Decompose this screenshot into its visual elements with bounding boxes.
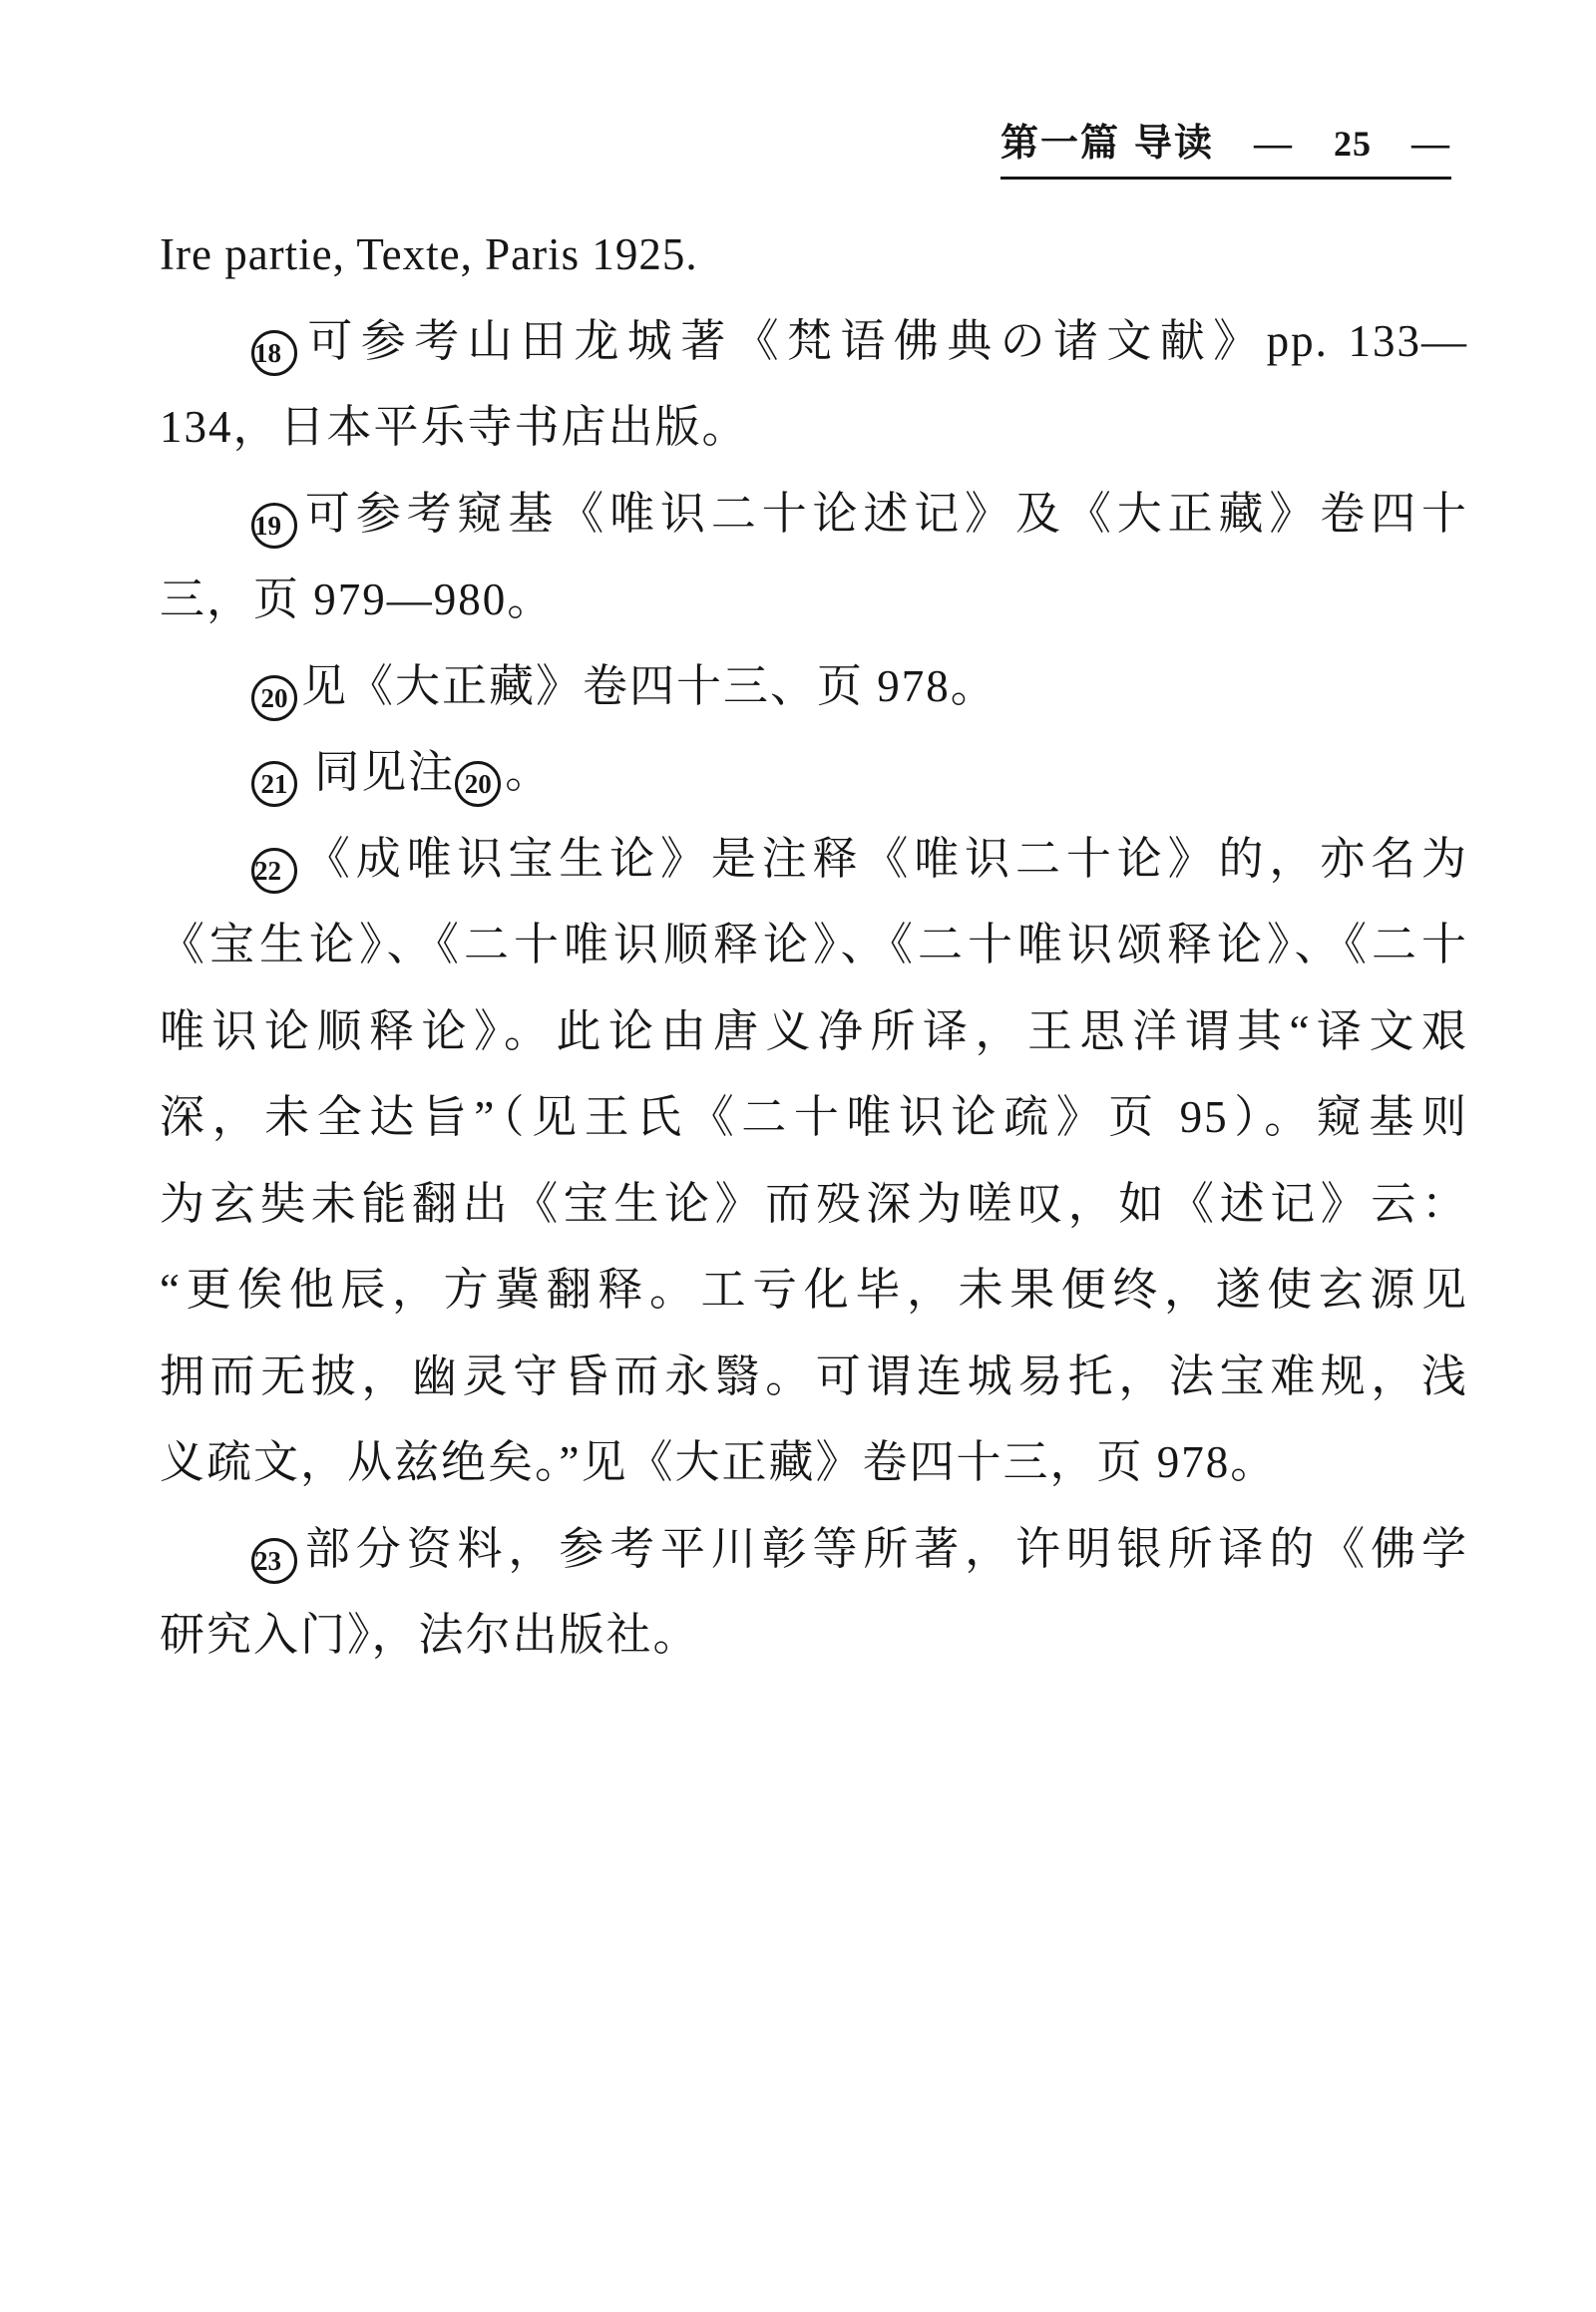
footnote-number-circle: 20 xyxy=(455,761,501,807)
text-line xyxy=(160,1506,1468,1593)
text-line xyxy=(160,471,1468,558)
text-line xyxy=(160,1592,1468,1679)
footnote-number-circle: 22 xyxy=(251,848,297,894)
text-line xyxy=(160,816,1468,903)
text-segment: 拥而无披，幽灵守昏而永翳。可谓连城易托，法宝难规，浅 xyxy=(160,1350,1468,1401)
text-line xyxy=(160,1334,1468,1420)
text-segment: 《成唯识宝生论》是注释《唯识二十论》的，亦名为 xyxy=(301,833,1468,884)
text-line xyxy=(160,643,1468,730)
text-segment: 三，页 979—980。 xyxy=(160,575,555,624)
text-segment: 可参考山田龙城著《梵语佛典の诸文献》pp. 133— xyxy=(301,315,1468,366)
header-dash-right: — xyxy=(1410,123,1451,165)
text-segment: 唯识论顺释论》。此论由唐义净所译，王思洋谓其“译文艰 xyxy=(160,1005,1468,1056)
text-line xyxy=(160,729,1468,816)
header-dash-left: — xyxy=(1254,123,1295,165)
footnote-number-circle: 18 xyxy=(251,330,297,376)
text-segment: 同见注 xyxy=(301,747,456,797)
text-segment: 部分资料，参考平川彰等所著，许明银所译的《佛学 xyxy=(301,1523,1468,1574)
text-line xyxy=(160,1247,1468,1334)
text-segment: Ire partie, Texte, Paris 1925. xyxy=(160,229,698,279)
text-line xyxy=(160,902,1468,988)
text-segment: 见《大正藏》卷四十三、页 978。 xyxy=(301,660,998,711)
text-segment: 可参考窥基《唯识二十论述记》及《大正藏》卷四十 xyxy=(301,488,1468,539)
text-line xyxy=(160,298,1468,385)
text-segment: 。 xyxy=(505,747,553,797)
text-line xyxy=(160,1074,1468,1161)
text-line xyxy=(160,1161,1468,1248)
page-header xyxy=(1000,112,1451,180)
text-line xyxy=(160,384,1468,471)
text-segment: “更俟他辰，方冀翻释。工亏化毕，未果便终，遂使玄源见 xyxy=(160,1265,1468,1315)
header-chapter-label: 导读 xyxy=(1134,123,1215,165)
header-title-group xyxy=(1000,112,1214,167)
footnote-number-circle: 19 xyxy=(251,503,297,549)
text-segment: 为玄奘未能翻出《宝生论》而殁深为嗟叹，如《述记》云： xyxy=(160,1178,1468,1229)
running-head xyxy=(1000,112,1451,180)
body-text xyxy=(160,211,1468,1679)
header-section-label: 第一篇 xyxy=(1000,123,1121,165)
footnote-number-circle: 23 xyxy=(251,1538,297,1584)
text-segment: 深，未全达旨”（见王氏《二十唯识论疏》页 95）。窥基则 xyxy=(160,1092,1468,1142)
text-line xyxy=(160,988,1468,1075)
text-segment: 134，日本平乐寺书店出版。 xyxy=(160,402,749,452)
footnote-number-circle: 20 xyxy=(251,675,297,721)
text-line xyxy=(160,557,1468,643)
footnote-number-circle: 21 xyxy=(251,761,297,807)
page-number: 25 xyxy=(1334,124,1372,164)
text-line xyxy=(160,211,1468,298)
text-segment: 《宝生论》、《二十唯识顺释论》、《二十唯识颂释论》、《二十 xyxy=(160,920,1468,969)
text-segment: 研究入门》，法尔出版社。 xyxy=(160,1610,700,1660)
text-segment: 义疏文，从兹绝矣。”见《大正藏》卷四十三，页 978。 xyxy=(160,1437,1278,1487)
text-line xyxy=(160,1419,1468,1506)
